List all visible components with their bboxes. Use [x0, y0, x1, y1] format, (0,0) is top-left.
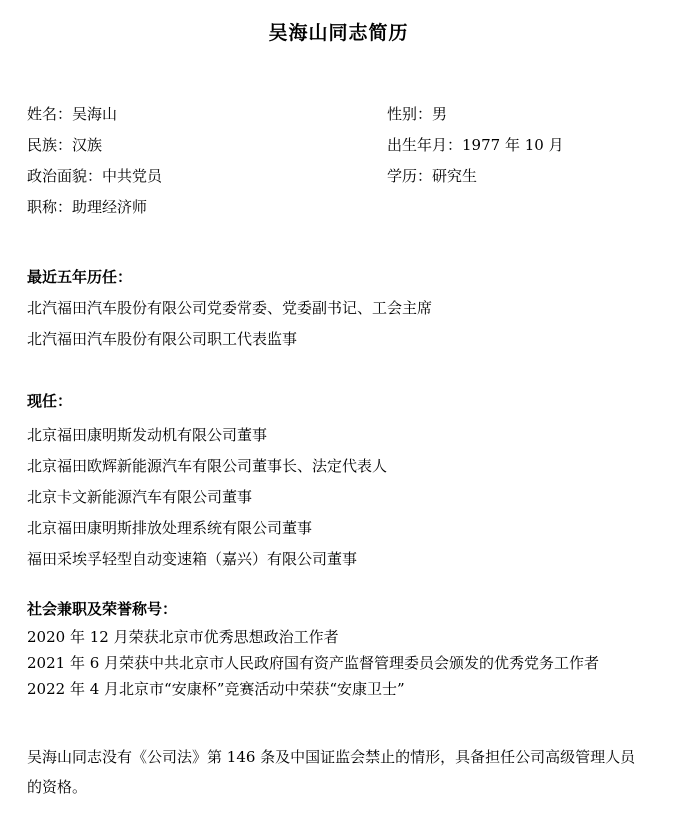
- recent-positions-section: [27, 266, 647, 359]
- profile-row: [27, 103, 627, 134]
- current-positions-heading: 现任：: [27, 392, 73, 410]
- honors-list: [27, 626, 647, 704]
- profile-title: 职称：助理经济师: [27, 198, 148, 216]
- list-item: 福田采埃孚轻型自动变速箱（嘉兴）有限公司董事: [27, 550, 358, 568]
- list-item: 2020 年 12 月荣获北京市优秀思想政治工作者: [27, 628, 339, 646]
- recent-positions-list: [27, 297, 647, 359]
- profile-birth: 出生年月：1977 年 10 月: [387, 136, 564, 154]
- list-item: 2022 年 4 月北京市“安康杯”竞赛活动中荣获“安康卫士”: [27, 680, 405, 698]
- list-item: 2021 年 6 月荣获中共北京市人民政府国有资产监督管理委员会颁发的优秀党务工作者: [27, 654, 600, 672]
- profile-ethnicity: 民族：汉族: [27, 136, 103, 154]
- list-item: 北汽福田汽车股份有限公司职工代表监事: [27, 330, 298, 348]
- profile-education: 学历：研究生: [387, 167, 478, 185]
- profile-name: 姓名：吴海山: [27, 105, 118, 123]
- profile-info: [27, 103, 627, 227]
- list-item: 北汽福田汽车股份有限公司党委常委、党委副书记、工会主席: [27, 299, 433, 317]
- list-item: 北京卡文新能源汽车有限公司董事: [27, 488, 253, 506]
- list-item: 北京福田欧辉新能源汽车有限公司董事长、法定代表人: [27, 457, 388, 475]
- profile-row: [27, 134, 627, 165]
- eligibility-statement: 吴海山同志没有《公司法》第 146 条及中国证监会禁止的情形，具备担任公司高级管理人员的资格。: [27, 748, 636, 796]
- profile-row: [27, 165, 627, 196]
- list-item: 北京福田康明斯发动机有限公司董事: [27, 426, 268, 444]
- list-item: 北京福田康明斯排放处理系统有限公司董事: [27, 519, 313, 537]
- current-positions-section: [27, 390, 647, 579]
- current-positions-list: [27, 424, 647, 579]
- document-title: 吴海山同志简历: [268, 22, 409, 44]
- honors-section: [27, 598, 647, 704]
- honors-heading: 社会兼职及荣誉称号：: [27, 600, 178, 618]
- profile-row: [27, 196, 627, 227]
- recent-positions-heading: 最近五年历任：: [27, 268, 133, 286]
- profile-political-status: 政治面貌：中共党员: [27, 167, 163, 185]
- profile-gender: 性别：男: [387, 105, 448, 123]
